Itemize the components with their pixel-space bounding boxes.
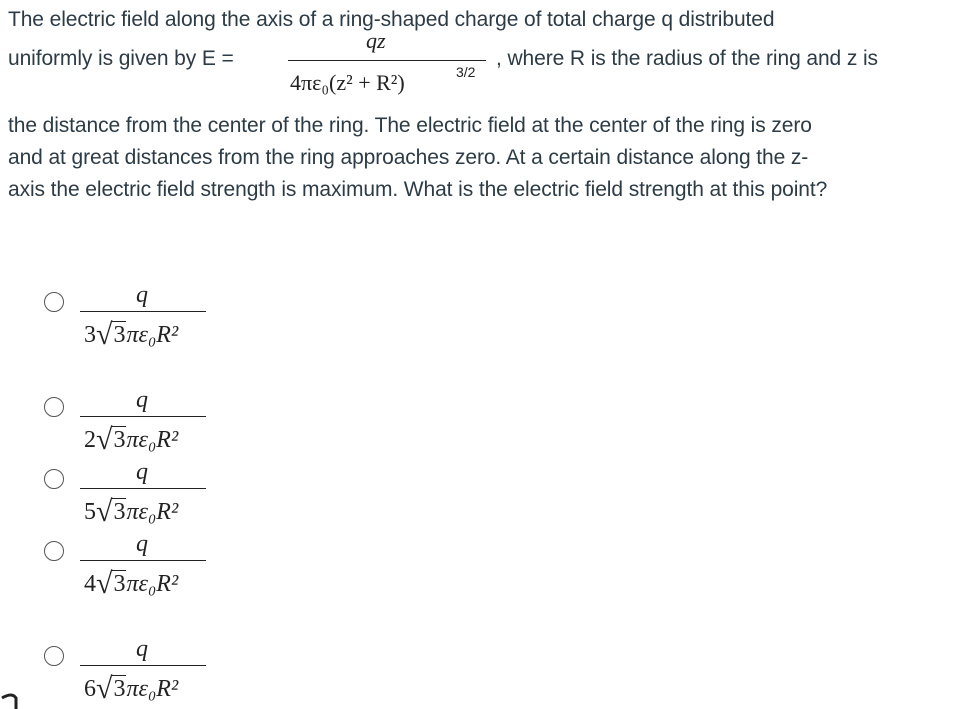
option-5-fraction-bar xyxy=(80,665,206,666)
option-2-fraction-bar xyxy=(80,416,206,417)
sqrt-symbol: √3 xyxy=(96,672,126,705)
formula-fraction-bar xyxy=(288,60,486,61)
option-1-denominator xyxy=(84,316,178,350)
sqrt-symbol: √3 xyxy=(96,495,126,528)
sqrt-symbol: √3 xyxy=(96,318,126,351)
option-1-fraction-bar xyxy=(80,311,206,312)
question-line-2-end: , where R is the radius of the ring and z is xyxy=(496,47,878,70)
option-2-coefficient: 2 xyxy=(84,427,96,453)
option-3-numerator: q xyxy=(136,459,148,485)
option-4-denominator xyxy=(84,565,178,599)
cropped-mark-icon xyxy=(0,688,20,709)
question-line-5: axis the electric field strength is maximum. What is the electric field strength at this point? xyxy=(8,178,828,201)
formula-numerator: qz xyxy=(366,28,386,53)
option-5-denominator-rest: πε₀R² xyxy=(126,676,179,702)
option-5-numerator: q xyxy=(136,636,148,662)
option-4-radio[interactable] xyxy=(44,541,64,561)
option-4-numerator: q xyxy=(136,531,148,557)
sqrt-symbol: √3 xyxy=(96,423,126,456)
option-2-numerator: q xyxy=(136,387,148,413)
option-5-coefficient: 6 xyxy=(84,676,96,702)
option-1-radio[interactable] xyxy=(44,292,64,312)
option-1-coefficient: 3 xyxy=(84,322,96,348)
option-2-denominator xyxy=(84,421,178,455)
option-3-denominator-rest: πε₀R² xyxy=(126,499,179,525)
option-3-radio[interactable] xyxy=(44,469,64,489)
option-2-radio[interactable] xyxy=(44,397,64,417)
formula-exponent: 3/2 xyxy=(456,64,476,80)
option-4-fraction-bar xyxy=(80,560,206,561)
option-4-radicand: 3 xyxy=(113,571,126,597)
option-3-coefficient: 5 xyxy=(84,499,96,525)
option-2-denominator-rest: πε₀R² xyxy=(126,427,179,453)
option-1-numerator: q xyxy=(136,282,148,308)
option-4-denominator-rest: πε₀R² xyxy=(126,571,179,597)
sqrt-symbol: √3 xyxy=(96,567,126,600)
question-line-3: the distance from the center of the ring. The electric field at the center of the ring is zero xyxy=(8,114,812,137)
formula-denominator: 4πε₀(z² + R²) xyxy=(290,70,405,95)
option-5-denominator xyxy=(84,670,178,704)
option-5-radicand: 3 xyxy=(113,676,126,702)
question-line-4: and at great distances from the ring approaches zero. At a certain distance along the z- xyxy=(8,146,809,169)
option-1-denominator-rest: πε₀R² xyxy=(126,322,179,348)
option-5-radio[interactable] xyxy=(44,646,64,666)
option-1-radicand: 3 xyxy=(113,322,126,348)
option-3-fraction-bar xyxy=(80,488,206,489)
question-line-1: The electric field along the axis of a ring-shaped charge of total charge q distributed xyxy=(8,8,775,31)
option-3-denominator xyxy=(84,493,178,527)
option-4-coefficient: 4 xyxy=(84,571,96,597)
option-3-radicand: 3 xyxy=(113,499,126,525)
option-2-radicand: 3 xyxy=(113,427,126,453)
question-line-2-start: uniformly is given by E = xyxy=(8,47,234,70)
